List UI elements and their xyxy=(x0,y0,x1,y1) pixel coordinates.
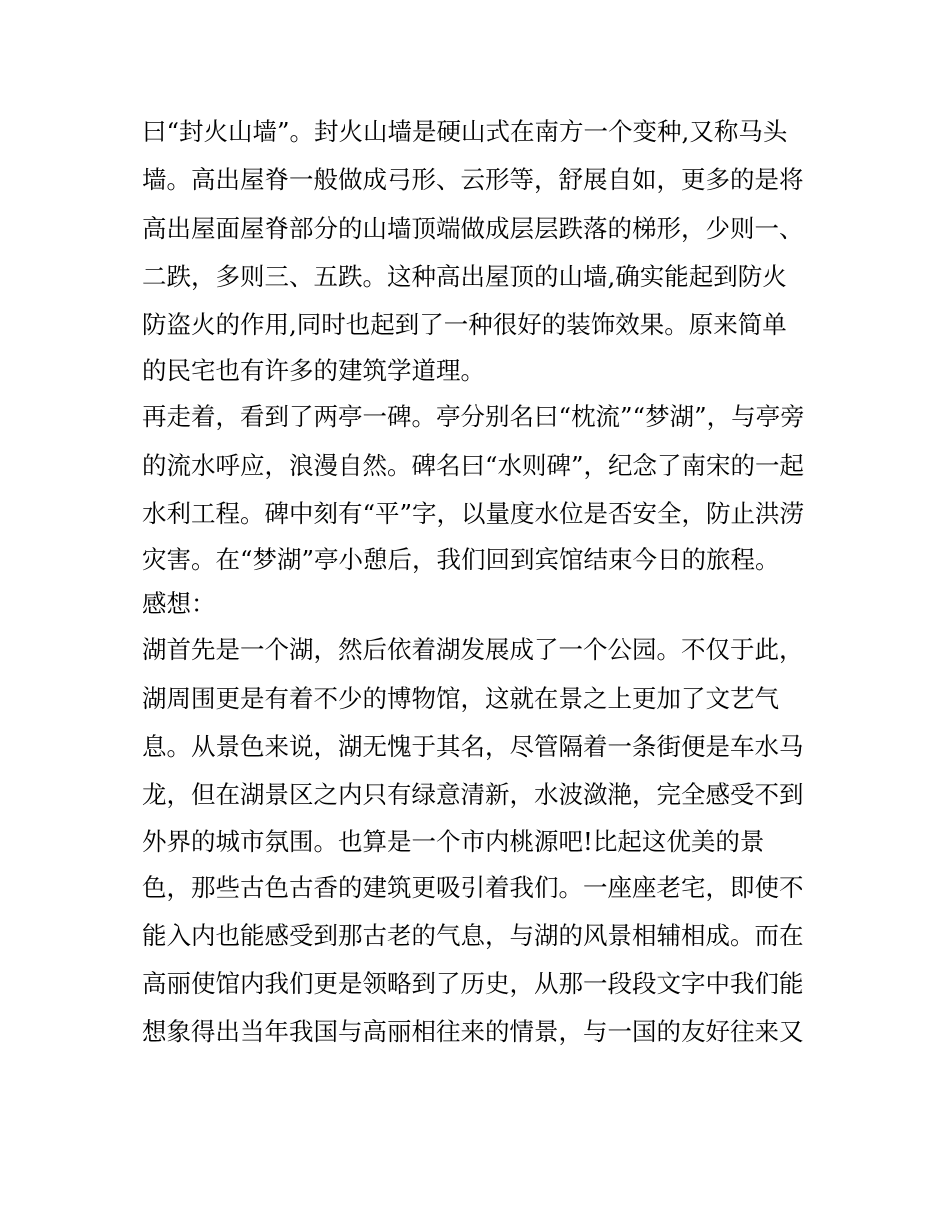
text-line: 防盗火的作用,同时也起到了一种很好的装饰效果。原来简单 xyxy=(142,310,787,340)
text-line: 色，那些古色古香的建筑更吸引着我们。一座座老宅，即使不 xyxy=(142,872,804,902)
section-heading: 感想： xyxy=(142,589,216,619)
text-line: 灾害。在“梦湖”亭小憩后，我们回到宾馆结束今日的旅程。 xyxy=(142,545,780,575)
text-line: 高出屋面屋脊部分的山墙顶端做成层层跌落的梯形，少则一、 xyxy=(142,213,804,243)
text-line: 二跌，多则三、五跌。这种高出屋顶的山墙,确实能起到防火 xyxy=(142,261,787,291)
text-line: 龙，但在湖景区之内只有绿意清新，水波潋滟，完全感受不到 xyxy=(142,780,804,810)
text-line: 水利工程。碑中刻有“平”字，以量度水位是否安全，防止洪涝 xyxy=(142,499,805,529)
text-line: 的民宅也有许多的建筑学道理。 xyxy=(142,356,485,386)
text-line: 曰“封火山墙”。封火山墙是硬山式在南方一个变种,又称马头 xyxy=(142,117,788,146)
text-line: 墙。高出屋脊一般做成弓形、云形等，舒展自如，更多的是将 xyxy=(142,165,804,195)
text-line: 湖周围更是有着不少的博物馆，这就在景之上更加了文艺气 xyxy=(142,683,779,713)
text-line: 湖首先是一个湖，然后依着湖发展成了一个公园。不仅于此， xyxy=(142,635,804,665)
text-line: 想象得出当年我国与高丽相往来的情景，与一国的友好往来又 xyxy=(142,1017,804,1047)
text-line: 的流水呼应，浪漫自然。碑名曰“水则碑”，纪念了南宋的一起 xyxy=(142,450,805,480)
text-line: 外界的城市氛围。也算是一个市内桃源吧!比起这优美的景 xyxy=(142,826,765,856)
text-line: 息。从景色来说，湖无愧于其名，尽管隔着一条街便是车水马 xyxy=(142,731,804,761)
body-text xyxy=(142,108,822,1057)
text-line: 再走着，看到了两亭一碑。亭分别名曰“枕流”“梦湖”，与亭旁 xyxy=(142,402,805,432)
text-line: 高丽使馆内我们更是领略到了历史，从那一段段文字中我们能 xyxy=(142,969,804,999)
text-line: 能入内也能感受到那古老的气息，与湖的风景相辅相成。而在 xyxy=(142,920,804,950)
